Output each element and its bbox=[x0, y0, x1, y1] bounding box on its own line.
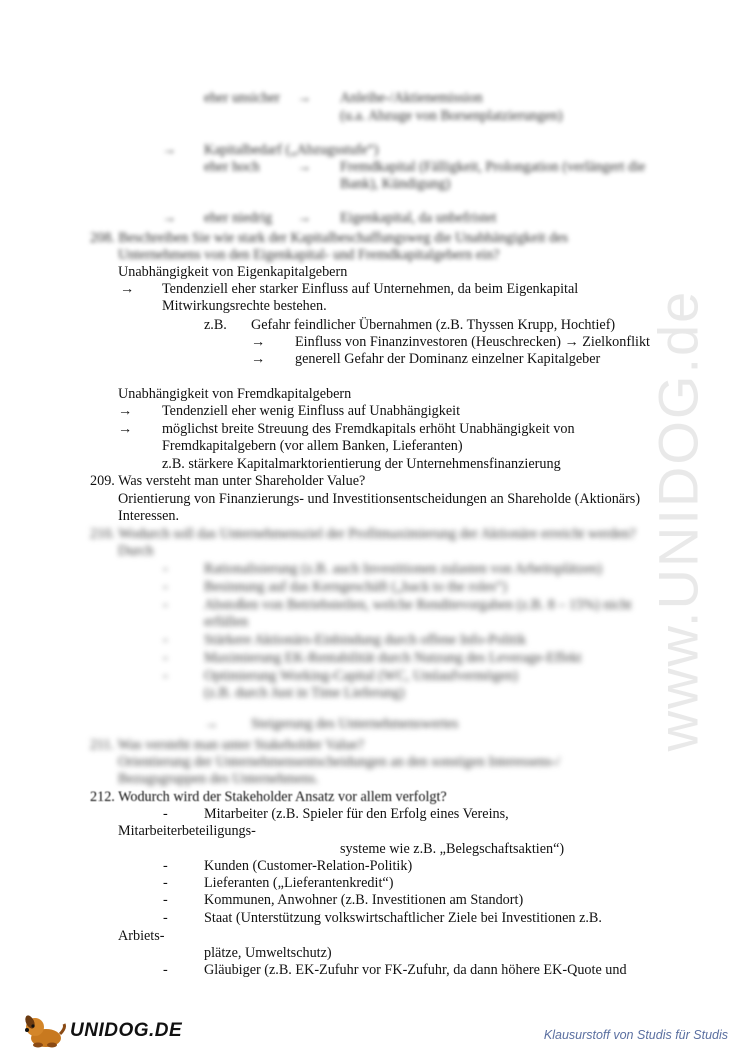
list-item: Rationalisierung (z.B. auch Investitionen zulasten von Arbeitsplätzen) bbox=[204, 561, 602, 577]
dash: - bbox=[163, 632, 168, 648]
arrow: → bbox=[162, 210, 177, 226]
question-212: 212. Wodurch wird der Stakeholder Ansatz vor allem verfolgt? bbox=[90, 789, 447, 805]
heading-debt-providers: Unabhängigkeit von Fremdkapitalgebern bbox=[118, 386, 352, 402]
text-line: (u.a. Abzuge von Borsenplatzierungen) bbox=[340, 108, 563, 124]
list-item: Besinnung auf das Kerngeschäft („back to the roles“) bbox=[204, 579, 507, 595]
list-item: Optimierung Working-Capital (WC, Umlaufvermögen) bbox=[204, 668, 518, 684]
list-item: Kommunen, Anwohner (z.B. Investitionen am Standort) bbox=[204, 892, 524, 908]
watermark-text: www.UNIDOG.de bbox=[646, 289, 710, 751]
text-line: Eigenkapital, da unbefristet bbox=[340, 210, 497, 226]
text-line: Bank), Kündigung) bbox=[340, 176, 451, 192]
logo-text: UNIDOG.DE bbox=[70, 1020, 183, 1041]
question-210: 210. Wodurch soll das Unternehmensziel der Profitmaximierung der Aktionäre erreicht werden? bbox=[90, 526, 636, 542]
heading-equity-providers: Unabhängigkeit von Eigenkapitalgebern bbox=[118, 264, 348, 280]
arrow: → bbox=[297, 210, 312, 226]
list-item: Lieferanten („Lieferantenkredit“) bbox=[204, 875, 394, 891]
label-zb: z.B. bbox=[204, 317, 227, 333]
text-line: Fremdkapital (Fälligkeit, Prolongation (verlängert die bbox=[340, 159, 646, 175]
text-line: Anleihe-/Aktienemission bbox=[340, 90, 483, 106]
text-line: eher niedrig bbox=[204, 210, 273, 226]
dash: - bbox=[163, 561, 168, 577]
text-line: Tendenziell eher starker Einfluss auf Unternehmen, da beim Eigenkapital bbox=[162, 281, 579, 297]
arrow: → bbox=[120, 281, 135, 297]
text-line: eher unsicher bbox=[204, 90, 281, 106]
watermark bbox=[618, 280, 738, 760]
text-line: Mitwirkungsrechte bestehen. bbox=[162, 298, 327, 314]
text-line: Gefahr feindlicher Übernahmen (z.B. Thyssen Krupp, Hochtief) bbox=[251, 317, 616, 333]
dash: - bbox=[163, 668, 168, 684]
list-item-cont: Mitarbeiterbeteiligungs- bbox=[118, 823, 256, 839]
dog-mascot-icon bbox=[22, 1012, 66, 1050]
arrow: → bbox=[251, 351, 266, 367]
question-208: 208. Beschreiben Sie wie stark der Kapitalbeschaffungsweg die Unabhängigkeit des bbox=[90, 230, 569, 246]
list-item-cont: erfüllen bbox=[204, 614, 249, 630]
question-211: 211. Was versteht man unter Stakeholder Value? bbox=[90, 737, 364, 753]
dash: - bbox=[163, 892, 168, 908]
list-item: Mitarbeiter (z.B. Spieler für den Erfolg eines Vereins, bbox=[204, 806, 509, 822]
list-item: Staat (Unterstützung volkswirtschaftlicher Ziele bei Investitionen z.B. bbox=[204, 910, 602, 926]
question-209: 209. Was versteht man unter Shareholder Value? bbox=[90, 473, 366, 489]
list-item: Kunden (Customer-Relation-Politik) bbox=[204, 858, 413, 874]
dash: - bbox=[163, 858, 168, 874]
text-line: z.B. stärkere Kapitalmarktorientierung der Unternehmensfinanzierung bbox=[162, 456, 561, 472]
arrow: → bbox=[204, 716, 219, 732]
dash: - bbox=[163, 597, 168, 613]
dash: - bbox=[163, 910, 168, 926]
arrow: → bbox=[297, 159, 312, 175]
arrow: → bbox=[162, 142, 177, 158]
footer-tagline: Klausurstoff von Studis für Studis bbox=[543, 1028, 728, 1042]
list-item-cont: (z.B. durch Just in Time Lieferung) bbox=[204, 685, 405, 701]
list-item-cont: systeme wie z.B. „Belegschaftsaktien“) bbox=[340, 841, 565, 857]
text-line: Steigerung des Unternehmenswertes bbox=[251, 716, 459, 732]
arrow: → bbox=[118, 421, 133, 437]
dash: - bbox=[163, 650, 168, 666]
question-208-cont: Unternehmens von den Eigenkapital- und Fremdkapitalgebern ein? bbox=[118, 247, 500, 263]
text-line: möglichst breite Streuung des Fremdkapitals erhöht Unabhängigkeit von bbox=[162, 421, 575, 437]
dash: - bbox=[163, 962, 168, 978]
dash: - bbox=[163, 875, 168, 891]
list-item: Gläubiger (z.B. EK-Zufuhr vor FK-Zufuhr, da dann höhere EK-Quote und bbox=[204, 962, 627, 978]
text-line: Einfluss von Finanzinvestoren (Heuschrecken) → Zielkonflikt bbox=[295, 334, 650, 350]
text-line: Tendenziell eher wenig Einfluss auf Unabhängigkeit bbox=[162, 403, 461, 419]
text-line: eher hoch bbox=[204, 159, 260, 175]
arrow: → bbox=[118, 403, 133, 419]
list-item-cont: plätze, Umweltschutz) bbox=[204, 945, 332, 961]
list-item: Stärkere Aktionärs-Einbindung durch offene Info-Politik bbox=[204, 632, 527, 648]
text-line: Kapitalbedarf („Abzugsstufe“) bbox=[204, 142, 379, 158]
arrow: → bbox=[297, 90, 312, 106]
arrow: → bbox=[251, 334, 266, 350]
text-line: generell Gefahr der Dominanz einzelner Kapitalgeber bbox=[295, 351, 601, 367]
list-item: Abstoßen von Betriebsteilen, welche Renditevorgaben (z.B. 8 – 15%) nicht bbox=[204, 597, 632, 613]
text-line: Bezugsgruppen des Unternehmens. bbox=[118, 771, 319, 787]
text-line: Fremdkapitalgebern (vor allem Banken, Lieferanten) bbox=[162, 438, 463, 454]
list-item-cont: Arbiets- bbox=[118, 928, 165, 944]
text-line: Interessen. bbox=[118, 508, 180, 524]
list-item: Maximierung EK-Rentabilität durch Nutzung des Leverage-Effekt bbox=[204, 650, 582, 666]
dash: - bbox=[163, 579, 168, 595]
text-line: Orientierung von Finanzierungs- und Investitionsentscheidungen an Shareholde (Aktionärs) bbox=[118, 491, 641, 507]
text-line: Orientierung der Unternehmensentscheidungen an den sonstigen Interessens-/ bbox=[118, 754, 561, 770]
text-line: Durch bbox=[118, 543, 154, 559]
unidog-logo bbox=[22, 1012, 183, 1050]
dash: - bbox=[163, 806, 168, 822]
